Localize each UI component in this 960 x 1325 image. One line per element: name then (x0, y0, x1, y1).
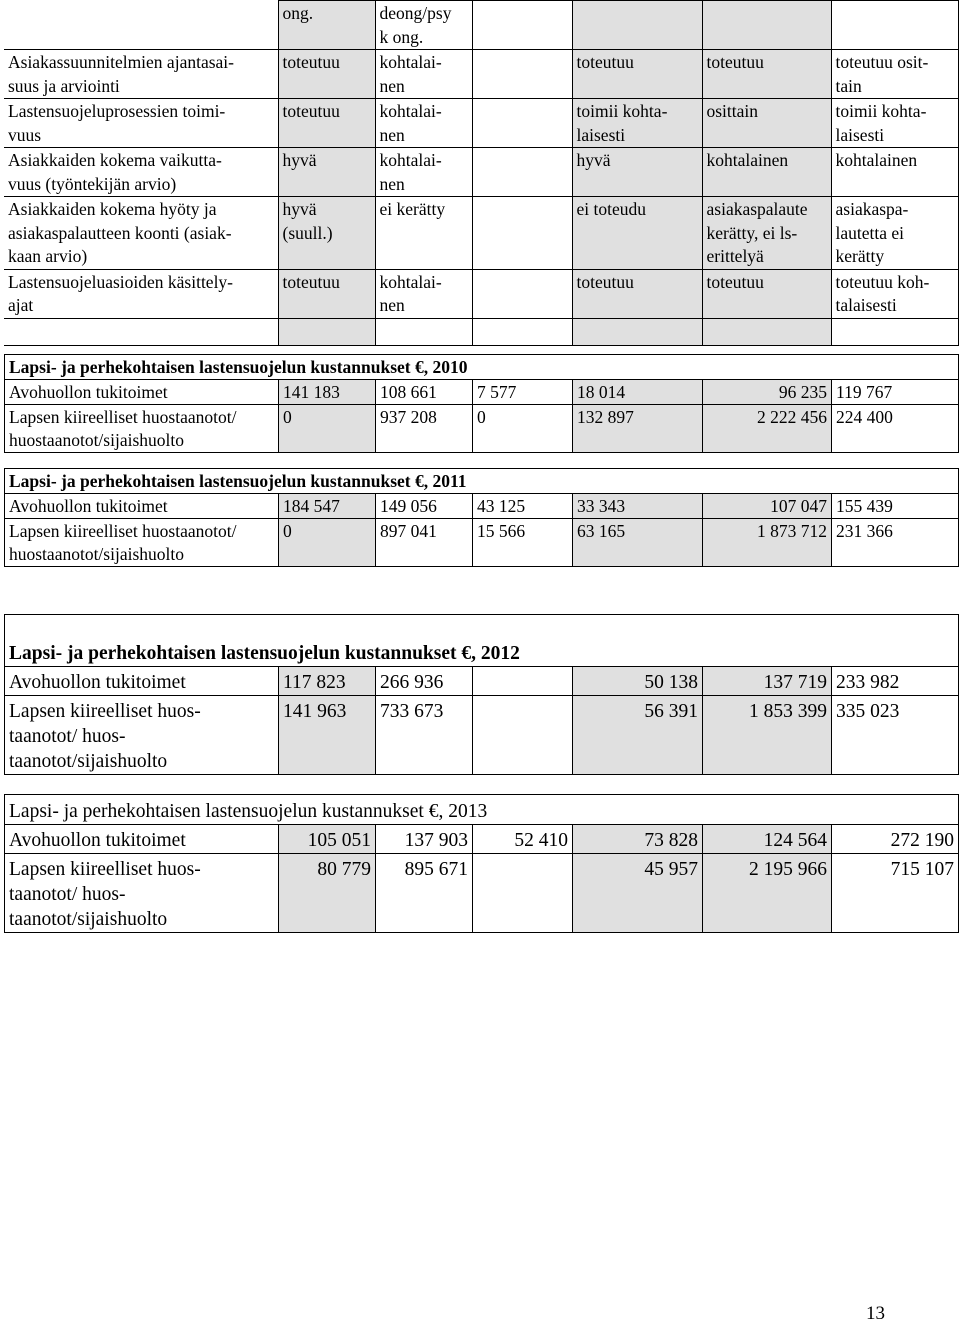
row-label: Asiakkaiden kokema vaikutta- vuus (työntekijän arvio) (4, 148, 278, 197)
empty-cell (572, 318, 702, 345)
table-cell: kohtalainen (831, 148, 958, 197)
table-cell: hyvä (572, 148, 702, 197)
value-cell: 715 107 (832, 854, 959, 933)
value-cell: 0 (279, 405, 376, 453)
table-cell: kohtalai- nen (375, 99, 472, 148)
row-label: Lastensuojeluasioiden käsittely- ajat (4, 269, 278, 318)
empty-cell (472, 318, 572, 345)
cost-table-2013 (4, 794, 959, 933)
value-cell: 56 391 (573, 696, 703, 775)
value-cell: 18 014 (573, 380, 703, 405)
cost-title-row (5, 615, 959, 667)
value-cell (473, 854, 573, 933)
value-cell: 2 222 456 (703, 405, 832, 453)
table-cell: toteutuu (278, 50, 375, 99)
value-cell: 52 410 (473, 825, 573, 854)
value-cell: 335 023 (832, 696, 959, 775)
table-cell: kohtalai- nen (375, 148, 472, 197)
row-label: Lapsen kiireelliset huostaanotot/ huostaanotot/sijaishuolto (5, 405, 279, 453)
table-row (4, 197, 958, 270)
table-row (4, 269, 958, 318)
value-cell: 224 400 (832, 405, 959, 453)
value-cell: 124 564 (703, 825, 832, 854)
cost-title: Lapsi- ja perhekohtaisen lastensuojelun kustannukset €, 2011 (5, 469, 959, 494)
table-cell: ei toteudu (572, 197, 702, 270)
row-label: Lapsen kiireelliset huos- taanotot/ huos- taanotot/sijaishuolto (5, 696, 279, 775)
value-cell: 0 (473, 405, 573, 453)
value-cell: 233 982 (832, 667, 959, 696)
table-cell: ei kerätty (375, 197, 472, 270)
table-cell: toteutuu (278, 269, 375, 318)
cost-table-2010 (4, 354, 959, 453)
header-cell (4, 1, 278, 50)
row-label: Avohuollon tukitoimet (5, 667, 279, 696)
cost-title: Lapsi- ja perhekohtaisen lastensuojelun kustannukset €, 2013 (5, 795, 959, 825)
table-cell: toteutuu (278, 99, 375, 148)
row-label: Avohuollon tukitoimet (5, 494, 279, 519)
table-cell: toteutuu koh- talaisesti (831, 269, 958, 318)
row-label: Lapsen kiireelliset huostaanotot/ huostaanotot/sijaishuolto (5, 519, 279, 567)
table-cell: toteutuu (572, 269, 702, 318)
table-row (5, 405, 959, 453)
value-cell: 45 957 (573, 854, 703, 933)
value-cell (473, 667, 573, 696)
table-cell: toimii kohta- laisesti (831, 99, 958, 148)
empty-cell (375, 318, 472, 345)
table-cell (472, 50, 572, 99)
empty-row (4, 318, 958, 345)
value-cell: 137 903 (376, 825, 473, 854)
table-row (5, 696, 959, 775)
value-cell: 937 208 (376, 405, 473, 453)
table-cell: asiakaspa- lautetta ei kerätty (831, 197, 958, 270)
row-label: Lastensuojeluprosessien toimi- vuus (4, 99, 278, 148)
value-cell: 895 671 (376, 854, 473, 933)
evaluation-table (4, 0, 959, 346)
table-cell: kohtalai- nen (375, 269, 472, 318)
table-header-row (4, 1, 958, 50)
row-label: Asiakkaiden kokema hyöty ja asiakaspalautteen koonti (asiak- kaan arvio) (4, 197, 278, 270)
table-cell: hyvä (278, 148, 375, 197)
value-cell: 73 828 (573, 825, 703, 854)
row-label: Asiakassuunnitelmien ajantasai- suus ja arviointi (4, 50, 278, 99)
header-cell: ong. (278, 1, 375, 50)
value-cell: 105 051 (279, 825, 376, 854)
value-cell: 7 577 (473, 380, 573, 405)
value-cell: 272 190 (832, 825, 959, 854)
header-cell (702, 1, 831, 50)
value-cell: 266 936 (376, 667, 473, 696)
table-row (5, 380, 959, 405)
empty-cell (278, 318, 375, 345)
cost-title-row (5, 795, 959, 825)
value-cell: 63 165 (573, 519, 703, 567)
header-cell (472, 1, 572, 50)
value-cell: 137 719 (703, 667, 832, 696)
table-row (4, 50, 958, 99)
cost-title-row (5, 355, 959, 380)
cost-title: Lapsi- ja perhekohtaisen lastensuojelun kustannukset €, 2012 (5, 615, 959, 667)
value-cell: 897 041 (376, 519, 473, 567)
value-cell (473, 696, 573, 775)
value-cell: 119 767 (832, 380, 959, 405)
page-number: 13 (866, 1303, 885, 1324)
value-cell: 0 (279, 519, 376, 567)
value-cell: 107 047 (703, 494, 832, 519)
header-cell (831, 1, 958, 50)
table-cell: kohtalai- nen (375, 50, 472, 99)
table-row (5, 494, 959, 519)
cost-title: Lapsi- ja perhekohtaisen lastensuojelun kustannukset €, 2010 (5, 355, 959, 380)
empty-cell (831, 318, 958, 345)
value-cell: 1 853 399 (703, 696, 832, 775)
empty-cell (4, 318, 278, 345)
table-row (4, 99, 958, 148)
table-row (4, 148, 958, 197)
value-cell: 155 439 (832, 494, 959, 519)
value-cell: 132 897 (573, 405, 703, 453)
cost-table-2012 (4, 614, 959, 775)
value-cell: 80 779 (279, 854, 376, 933)
table-row (5, 825, 959, 854)
table-cell: toteutuu osit- tain (831, 50, 958, 99)
value-cell: 231 366 (832, 519, 959, 567)
row-label: Avohuollon tukitoimet (5, 380, 279, 405)
value-cell: 141 183 (279, 380, 376, 405)
row-label: Lapsen kiireelliset huos- taanotot/ huos- taanotot/sijaishuolto (5, 854, 279, 933)
value-cell: 141 963 (279, 696, 376, 775)
table-cell (472, 99, 572, 148)
table-cell: hyvä (suull.) (278, 197, 375, 270)
table-cell (472, 197, 572, 270)
cost-table-2011 (4, 468, 959, 567)
value-cell: 184 547 (279, 494, 376, 519)
empty-cell (702, 318, 831, 345)
table-cell: kohtalainen (702, 148, 831, 197)
table-cell (472, 148, 572, 197)
value-cell: 149 056 (376, 494, 473, 519)
value-cell: 15 566 (473, 519, 573, 567)
header-cell (572, 1, 702, 50)
value-cell: 43 125 (473, 494, 573, 519)
value-cell: 117 823 (279, 667, 376, 696)
table-cell (472, 269, 572, 318)
table-row (5, 667, 959, 696)
table-cell: toteutuu (702, 50, 831, 99)
table-cell: toimii kohta- laisesti (572, 99, 702, 148)
header-cell: deong/psy k ong. (375, 1, 472, 50)
table-row (5, 519, 959, 567)
table-cell: asiakaspalaute kerätty, ei ls- erittelyä (702, 197, 831, 270)
table-cell: osittain (702, 99, 831, 148)
table-cell: toteutuu (572, 50, 702, 99)
value-cell: 50 138 (573, 667, 703, 696)
value-cell: 33 343 (573, 494, 703, 519)
value-cell: 96 235 (703, 380, 832, 405)
value-cell: 1 873 712 (703, 519, 832, 567)
table-row (5, 854, 959, 933)
cost-title-row (5, 469, 959, 494)
value-cell: 2 195 966 (703, 854, 832, 933)
table-cell: toteutuu (702, 269, 831, 318)
value-cell: 733 673 (376, 696, 473, 775)
row-label: Avohuollon tukitoimet (5, 825, 279, 854)
value-cell: 108 661 (376, 380, 473, 405)
